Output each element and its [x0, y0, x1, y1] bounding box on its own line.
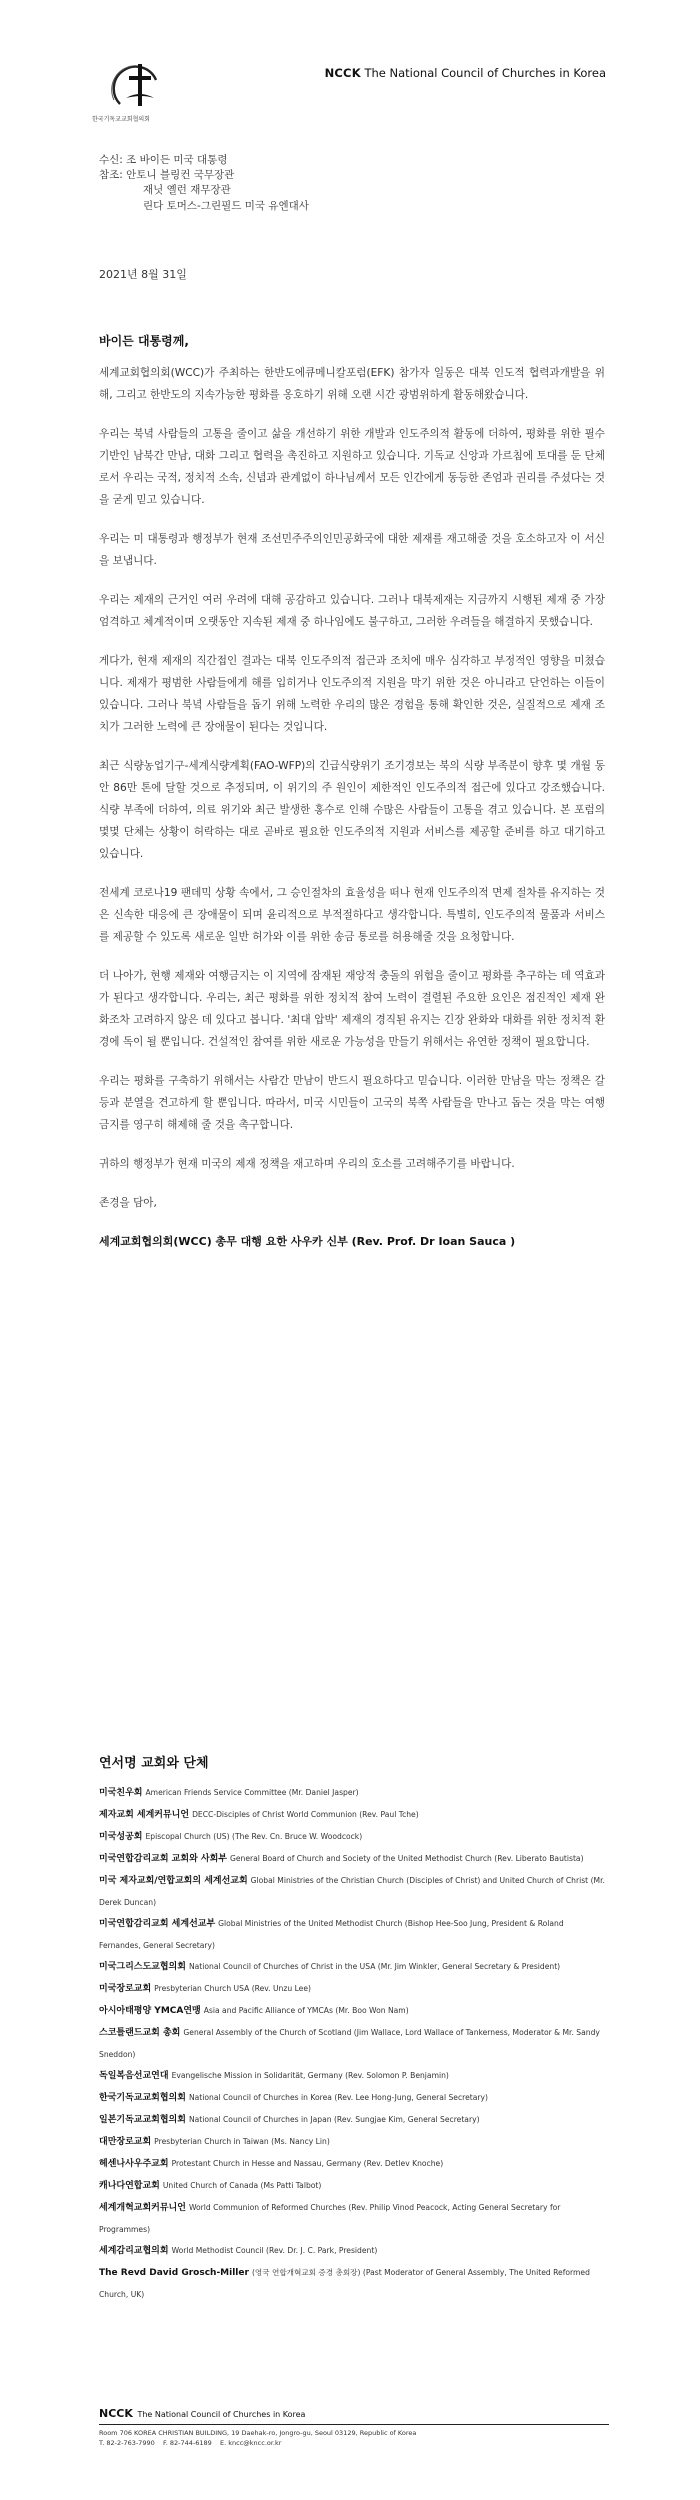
signatory-en: World Methodist Council (Rev. Dr. J. C. Park, President)	[171, 2246, 378, 2255]
signatory-ko: 미국그리스도교협의회	[99, 1962, 186, 1972]
signatory-ko: 캐나다연합교회	[99, 2181, 160, 2191]
paragraph: 우리는 북녘 사람들의 고통을 줄이고 삶을 개선하기 위한 개발과 인도주의적 활동에 더하여, 평화를 위한 필수 기반인 남북간 만남, 대화 그리고 협력을 촉진하고 지원하고 있습니다. 기독교 신앙과 가르침에 토대를 둔 단체로서 우리는 국적, 정치적 소속, 신념과 관계없이 하나님께서 모든 인간에게 동등한 존엄과 권리를 주셨다는 것을 굳게 믿고 있습니다.	[99, 428, 605, 506]
cc-label: 참조:	[99, 169, 123, 182]
list-item	[99, 2197, 605, 2240]
list-item	[99, 1782, 605, 1804]
signatory-en: Protestant Church in Hesse and Nassau, Germany (Rev. Detlev Knoche)	[171, 2159, 444, 2168]
signatory-ko: 한국기독교교회협의회	[99, 2093, 186, 2103]
signatory-en: National Council of Churches in Japan (Rev. Sungjae Kim, General Secretary)	[188, 2115, 480, 2124]
signatory-ko: 미국성공회	[99, 1832, 143, 1842]
paragraph: 귀하의 행정부가 현재 미국의 제재 정책을 재고하며 우리의 호소를 고려해주기를 바랍니다.	[99, 1158, 515, 1170]
recipients-block	[99, 153, 309, 214]
footer-email: E. kncc@kncc.or.kr	[220, 2439, 282, 2447]
org-name: The National Council of Churches in Korea	[364, 66, 606, 80]
list-item	[99, 2109, 605, 2131]
signatory-ko: 스코틀랜드교회 총회	[99, 2028, 181, 2038]
signatory-en: National Council of Churches in Korea (Rev. Lee Hong-Jung, General Secretary)	[188, 2093, 488, 2102]
list-item	[99, 2153, 605, 2175]
signatory-en: Global Ministries of the Christian Church (Disciples of Christ) and United Church of Christ (Mr. Derek Duncan)	[99, 1876, 605, 1907]
signatory-en: Episcopal Church (US) (The Rev. Cn. Bruce W. Woodcock)	[145, 1832, 363, 1841]
list-item	[99, 1848, 605, 1870]
signatory-ko: 세계감리교협의회	[99, 2246, 169, 2256]
signatory-ko: 아시아태평양 YMCA연맹	[99, 2006, 201, 2016]
signature: 세계교회협의회(WCC) 총무 대행 요한 사우카 신부 (Rev. Prof. Dr Ioan Sauca )	[99, 1235, 516, 1248]
signatory-en: DECC-Disciples of Christ World Communion (Rev. Paul Tche)	[192, 1810, 419, 1819]
list-item	[99, 2262, 605, 2305]
list-item	[99, 1804, 605, 1826]
to-label: 수신:	[99, 154, 123, 166]
signatory-ko: 대만장로교회	[99, 2137, 152, 2147]
closing: 존경을 담아,	[99, 1197, 157, 1209]
signatory-en: Presbyterian Church in Taiwan (Ms. Nancy Lin)	[154, 2137, 330, 2146]
footer-tel: T. 82-2-763-7990	[99, 2439, 155, 2447]
to-value: 조 바이든 미국 대통령	[126, 154, 228, 166]
signatory-en: National Council of Churches of Christ in the USA (Mr. Jim Winkler, General Secretary & President)	[188, 1962, 561, 1971]
paragraph: 최근 식량농업기구-세계식량계획(FAO-WFP)의 긴급식량위기 조기경보는 북의 식량 부족분이 향후 몇 개월 동안 86만 톤에 달할 것으로 추정되며, 이 위기의 주 원인이 제한적인 인도주의적 접근에 있다고 강조했습니다. 식량 부족에 더하여, 의료 위기와 최근 발생한 홍수로 인해 수많은 사람들이 고통을 겪고 있습니다. 본 포럼의 몇몇 단체는 상황이 허락하는 대로 곧바로 필요한 인도주의적 지원과 서비스를 제공할 준비를 하고 대기하고 있습니다.	[99, 760, 605, 860]
signatory-en: (영국 연합개혁교회 증경 총회장) (Past Moderator of General Assembly, The United Reformed Church, UK)	[99, 2268, 590, 2299]
signatory-en: Global Ministries of the United Methodist Church (Bishop Hee-Soo Jung, President & Roland Fernandes, General Secretary)	[99, 1919, 564, 1950]
signatory-en: Evangelische Mission in Solidarität, Germany (Rev. Solomon P. Benjamin)	[171, 2071, 449, 2080]
signatory-en: General Board of Church and Society of the United Methodist Church (Rev. Liberato Bautista)	[229, 1854, 584, 1863]
letter-date: 2021년 8월 31일	[99, 268, 187, 281]
signatories-title: 연서명 교회와 단체	[99, 1756, 209, 1771]
signatory-ko: 독일복음선교연대	[99, 2071, 169, 2081]
letter-body	[99, 362, 605, 1253]
footer-name: The National Council of Churches in Korea	[137, 2410, 306, 2419]
paragraph: 우리는 제재의 근거인 여러 우려에 대해 공감하고 있습니다. 그러나 대북제재는 지금까지 시행된 제재 중 가장 엄격하고 체계적이며 오랫동안 지속된 제재 중 하나임에도 불구하고, 그러한 우려들을 해결하지 못했습니다.	[99, 594, 605, 628]
signatory-en: General Assembly of the Church of Scotland (Jim Wallace, Lord Wallace of Tankerness, Moderator & Mr. Sandy Sneddon)	[99, 2028, 600, 2059]
signatory-ko: 미국연합감리교회 세계선교부	[99, 1919, 216, 1929]
letterhead	[325, 66, 606, 80]
list-item	[99, 1956, 605, 1978]
signatory-ko: 미국장로교회	[99, 1984, 152, 1994]
list-item	[99, 1826, 605, 1848]
footer-divider	[99, 2424, 609, 2425]
footer-fax: F. 82-744-6189	[163, 2439, 212, 2447]
list-item	[99, 2240, 605, 2262]
signatory-en: World Communion of Reformed Churches (Rev. Philip Vinod Peacock, Acting General Secretary for Programmes)	[99, 2203, 561, 2234]
signatory-ko: The Revd David Grosch-Miller	[99, 2268, 249, 2278]
list-item	[99, 2065, 605, 2087]
paragraph: 게다가, 현재 제재의 직간접인 결과는 대북 인도주의적 접근과 조치에 매우 심각하고 부정적인 영향을 미쳤습니다. 제재가 평범한 사람들에게 해를 입히거나 인도주의적 지원을 막기 위한 것은 아니라고 단언하는 이들이 있습니다. 그러나 북녘 사람들을 돕기 위해 노력한 우리의 많은 경험을 통해 확인한 것은, 실질적으로 제재 조치가 그러한 노력에 큰 장애물이 된다는 것입니다.	[99, 655, 605, 733]
paragraph: 전세계 코로나19 팬데믹 상황 속에서, 그 승인절차의 효율성을 떠나 현재 인도주의적 면제 절차를 유지하는 것은 신속한 대응에 큰 장애물이 되며 윤리적으로 부적절하다고 생각합니다. 특별히, 인도주의적 물품과 서비스를 제공할 수 있도록 새로운 일반 허가와 이를 위한 송금 통로를 허용해줄 것을 요청합니다.	[99, 887, 605, 943]
paragraph: 우리는 미 대통령과 행정부가 현재 조선민주주의인민공화국에 대한 제재를 재고해줄 것을 호소하고자 이 서신을 보냅니다.	[99, 533, 605, 567]
list-item	[99, 2000, 605, 2022]
footer-address: Room 706 KOREA CHRISTIAN BUILDING, 19 Daehak-ro, Jongro-gu, Seoul 03129, Republic of Korea	[99, 2429, 417, 2437]
list-item	[99, 2131, 605, 2153]
paragraph: 세계교회협의회(WCC)가 주최하는 한반도에큐메니칼포럼(EFK) 참가자 일동은 대북 인도적 협력과개발을 위해, 그리고 한반도의 지속가능한 평화를 옹호하기 위해 오랜 시간 광범위하게 활동해왔습니다.	[99, 367, 605, 401]
greeting: 바이든 대통령께,	[99, 334, 189, 348]
signatory-en: Asia and Pacific Alliance of YMCAs (Mr. Boo Won Nam)	[203, 2006, 409, 2015]
ncck-logo-icon	[92, 56, 182, 136]
list-item	[99, 2022, 605, 2065]
footer-abbr: NCCK	[99, 2407, 133, 2420]
signatory-ko: 세계개혁교회커뮤니언	[99, 2203, 186, 2213]
list-item	[99, 1870, 605, 1913]
signatory-ko: 헤센나사우주교회	[99, 2159, 169, 2169]
paragraph: 더 나아가, 현행 제재와 여행금지는 이 지역에 잠재된 재앙적 충돌의 위험을 줄이고 평화를 추구하는 데 역효과가 된다고 생각합니다. 우리는, 최근 평화를 위한 정치적 참여 노력이 결렬된 주요한 요인은 점진적인 제재 완화조차 고려하지 않은 데 있다고 봅니다. '최대 압박' 제재의 경직된 유지는 긴장 완화와 대화를 위한 정치적 환경에 독이 될 뿐입니다. 건설적인 참여를 위한 새로운 가능성을 만들기 위해서는 유연한 정책이 필요합니다.	[99, 970, 605, 1048]
signatory-ko: 미국친우회	[99, 1788, 143, 1798]
signatory-en: Presbyterian Church USA (Rev. Unzu Lee)	[154, 1984, 311, 1993]
org-abbr: NCCK	[324, 66, 361, 80]
list-item	[99, 1978, 605, 2000]
signatories-list	[99, 1782, 605, 2305]
signatory-en: American Friends Service Committee (Mr. Daniel Jasper)	[145, 1788, 359, 1797]
signatory-ko: 미국연합감리교회 교회와 사회부	[99, 1854, 227, 1864]
footer	[99, 2407, 609, 2448]
paragraph: 우리는 평화를 구축하기 위해서는 사람간 만남이 반드시 필요하다고 믿습니다. 이러한 만남을 막는 정책은 갈등과 분열을 견고하게 할 뿐입니다. 따라서, 미국 시민들이 고국의 북쪽 사람들을 만나고 돕는 것을 막는 여행금지를 영구히 해제해 줄 것을 촉구합니다.	[99, 1075, 605, 1131]
list-item	[99, 2175, 605, 2197]
signatory-en: United Church of Canada (Ms Patti Talbot)	[162, 2181, 322, 2190]
signatory-ko: 미국 제자교회/연합교회의 세계선교회	[99, 1876, 248, 1886]
signatory-ko: 제자교회 세계커뮤니언	[99, 1810, 190, 1820]
cc-value: 안토니 블링컨 국무장관	[126, 169, 235, 182]
list-item	[99, 1913, 605, 1956]
signatory-ko: 일본기독교교회협의회	[99, 2115, 186, 2125]
logo-caption: 한국기독교교회협의회	[92, 116, 150, 123]
cc-value-3: 린다 토머스-그린필드 미국 유엔대사	[143, 199, 309, 212]
cc-value-2: 재닛 옐런 재무장관	[143, 184, 231, 197]
list-item	[99, 2087, 605, 2109]
